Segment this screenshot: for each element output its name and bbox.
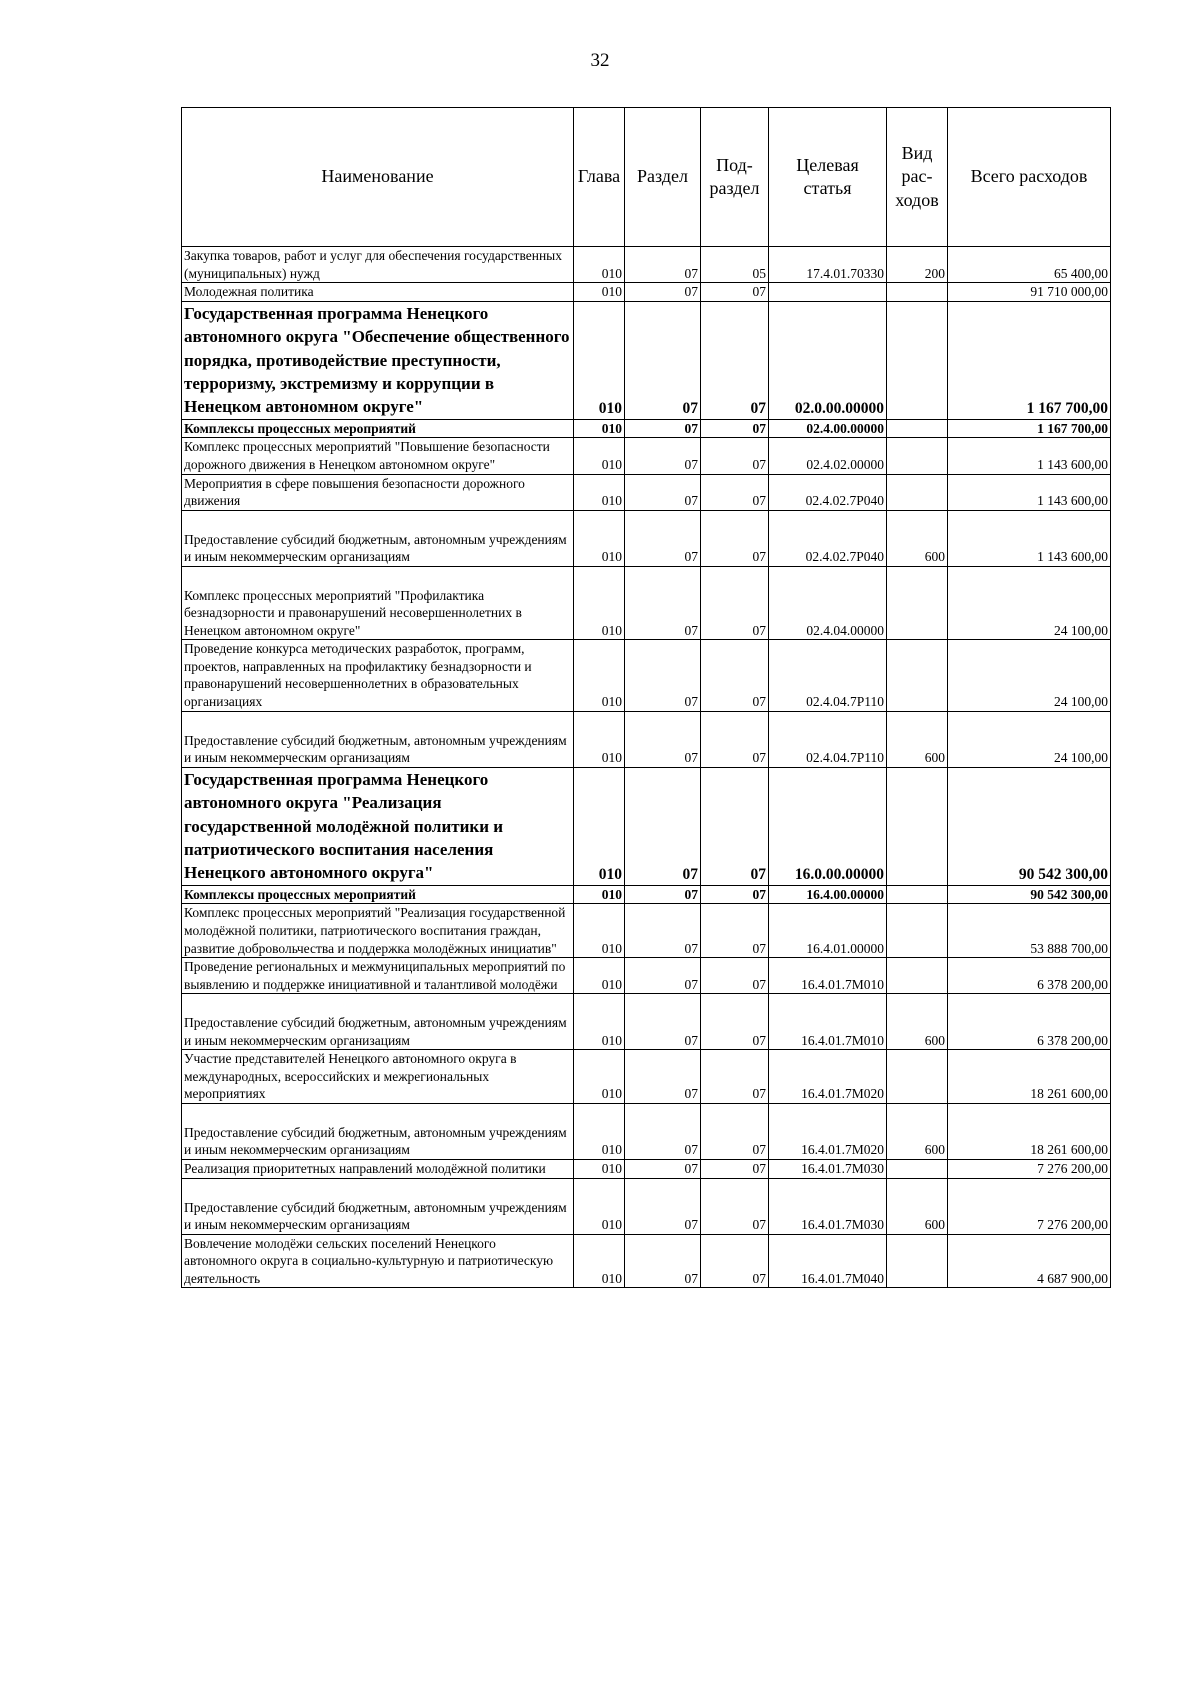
cell-subsection: 07 <box>701 767 769 885</box>
cell-section: 07 <box>625 474 701 510</box>
table-row <box>182 1160 1111 1179</box>
cell-expense-type: 600 <box>887 1103 948 1159</box>
table-row <box>182 904 1111 958</box>
cell-chapter: 010 <box>574 885 625 904</box>
header-total: Всего расходов <box>948 108 1111 247</box>
cell-subsection: 07 <box>701 301 769 419</box>
cell-expense-type <box>887 904 948 958</box>
cell-expense-type: 200 <box>887 247 948 283</box>
header-section: Раздел <box>625 108 701 247</box>
cell-name: Государственная программа Ненецкого автономного округа "Обеспечение общественного порядка, противодействие преступности, терроризму, экстремизму и коррупции в Ненецком автономном округе" <box>182 301 574 419</box>
cell-section: 07 <box>625 1178 701 1234</box>
cell-subsection: 07 <box>701 904 769 958</box>
cell-target-article: 17.4.01.70330 <box>769 247 887 283</box>
table-row <box>182 510 1111 566</box>
cell-total: 18 261 600,00 <box>948 1050 1111 1104</box>
cell-subsection: 07 <box>701 474 769 510</box>
cell-target-article: 02.4.02.7Р040 <box>769 510 887 566</box>
cell-name: Участие представителей Ненецкого автономного округа в международных, всероссийских и межрегиональных мероприятиях <box>182 1050 574 1104</box>
cell-total: 90 542 300,00 <box>948 885 1111 904</box>
table-row <box>182 1234 1111 1288</box>
cell-total: 65 400,00 <box>948 247 1111 283</box>
cell-target-article: 16.4.01.7М030 <box>769 1178 887 1234</box>
cell-subsection: 07 <box>701 958 769 994</box>
cell-chapter: 010 <box>574 904 625 958</box>
cell-subsection: 07 <box>701 438 769 474</box>
cell-subsection: 07 <box>701 711 769 767</box>
cell-total: 6 378 200,00 <box>948 994 1111 1050</box>
table-row <box>182 1178 1111 1234</box>
cell-expense-type: 600 <box>887 510 948 566</box>
table-row <box>182 474 1111 510</box>
header-expense-type: Вид рас-ходов <box>887 108 948 247</box>
cell-total: 6 378 200,00 <box>948 958 1111 994</box>
cell-total: 4 687 900,00 <box>948 1234 1111 1288</box>
cell-name: Комплекс процессных мероприятий "Профилактика безнадзорности и правонарушений несовершеннолетних в Ненецком автономном округе" <box>182 566 574 640</box>
cell-total: 1 143 600,00 <box>948 474 1111 510</box>
cell-chapter: 010 <box>574 1103 625 1159</box>
cell-expense-type <box>887 640 948 711</box>
cell-target-article: 16.4.01.7М030 <box>769 1160 887 1179</box>
cell-section: 07 <box>625 247 701 283</box>
cell-total: 1 167 700,00 <box>948 301 1111 419</box>
cell-chapter: 010 <box>574 283 625 302</box>
header-chapter: Глава <box>574 108 625 247</box>
table-row <box>182 1050 1111 1104</box>
cell-chapter: 010 <box>574 767 625 885</box>
cell-chapter: 010 <box>574 1050 625 1104</box>
cell-subsection: 07 <box>701 1160 769 1179</box>
cell-expense-type <box>887 1234 948 1288</box>
cell-expense-type <box>887 958 948 994</box>
table-row <box>182 885 1111 904</box>
cell-expense-type <box>887 1050 948 1104</box>
budget-table <box>181 107 1111 1288</box>
cell-chapter: 010 <box>574 1160 625 1179</box>
cell-expense-type <box>887 767 948 885</box>
cell-section: 07 <box>625 711 701 767</box>
cell-target-article: 16.4.01.7М010 <box>769 994 887 1050</box>
cell-subsection: 07 <box>701 994 769 1050</box>
cell-name: Комплексы процессных мероприятий <box>182 419 574 438</box>
table-row <box>182 767 1111 885</box>
cell-target-article: 02.4.04.00000 <box>769 566 887 640</box>
table-row <box>182 566 1111 640</box>
table-row <box>182 711 1111 767</box>
table-row <box>182 958 1111 994</box>
cell-subsection: 07 <box>701 640 769 711</box>
cell-subsection: 07 <box>701 1050 769 1104</box>
cell-section: 07 <box>625 904 701 958</box>
cell-total: 1 143 600,00 <box>948 510 1111 566</box>
cell-section: 07 <box>625 885 701 904</box>
cell-expense-type <box>887 283 948 302</box>
cell-subsection: 07 <box>701 510 769 566</box>
cell-section: 07 <box>625 994 701 1050</box>
cell-chapter: 010 <box>574 958 625 994</box>
header-name: Наименование <box>182 108 574 247</box>
cell-name: Предоставление субсидий бюджетным, автономным учреждениям и иным некоммерческим организациям <box>182 1178 574 1234</box>
cell-section: 07 <box>625 510 701 566</box>
table-row <box>182 640 1111 711</box>
cell-name: Комплексы процессных мероприятий <box>182 885 574 904</box>
cell-subsection: 07 <box>701 419 769 438</box>
cell-name: Предоставление субсидий бюджетным, автономным учреждениям и иным некоммерческим организациям <box>182 711 574 767</box>
cell-chapter: 010 <box>574 301 625 419</box>
cell-subsection: 07 <box>701 885 769 904</box>
cell-expense-type <box>887 301 948 419</box>
cell-chapter: 010 <box>574 247 625 283</box>
table-row <box>182 419 1111 438</box>
cell-target-article: 16.4.01.7М040 <box>769 1234 887 1288</box>
cell-target-article: 02.4.02.7Р040 <box>769 474 887 510</box>
cell-name: Предоставление субсидий бюджетным, автономным учреждениям и иным некоммерческим организациям <box>182 510 574 566</box>
cell-target-article: 16.4.01.7М020 <box>769 1103 887 1159</box>
cell-target-article: 02.0.00.00000 <box>769 301 887 419</box>
table-body <box>182 247 1111 1288</box>
cell-section: 07 <box>625 1160 701 1179</box>
cell-expense-type <box>887 1160 948 1179</box>
cell-section: 07 <box>625 566 701 640</box>
cell-target-article: 16.0.00.00000 <box>769 767 887 885</box>
cell-chapter: 010 <box>574 510 625 566</box>
cell-name: Вовлечение молодёжи сельских поселений Ненецкого автономного округа в социально-культурную и патриотическую деятельность <box>182 1234 574 1288</box>
cell-chapter: 010 <box>574 994 625 1050</box>
table-header-row <box>182 108 1111 247</box>
cell-name: Проведение конкурса методических разработок, программ, проектов, направленных на профилактику безнадзорности и правонарушений несовершеннолетних в образовательных организациях <box>182 640 574 711</box>
cell-name: Предоставление субсидий бюджетным, автономным учреждениям и иным некоммерческим организациям <box>182 994 574 1050</box>
cell-expense-type: 600 <box>887 711 948 767</box>
cell-subsection: 05 <box>701 247 769 283</box>
cell-chapter: 010 <box>574 1178 625 1234</box>
cell-chapter: 010 <box>574 474 625 510</box>
cell-section: 07 <box>625 283 701 302</box>
header-target-article: Целевая статья <box>769 108 887 247</box>
cell-total: 24 100,00 <box>948 566 1111 640</box>
cell-expense-type <box>887 438 948 474</box>
cell-total: 91 710 000,00 <box>948 283 1111 302</box>
cell-name: Комплекс процессных мероприятий "Повышение безопасности дорожного движения в Ненецком автономном округе" <box>182 438 574 474</box>
cell-total: 7 276 200,00 <box>948 1178 1111 1234</box>
cell-subsection: 07 <box>701 1178 769 1234</box>
cell-total: 53 888 700,00 <box>948 904 1111 958</box>
cell-target-article <box>769 283 887 302</box>
cell-expense-type <box>887 474 948 510</box>
cell-section: 07 <box>625 301 701 419</box>
cell-target-article: 02.4.04.7Р110 <box>769 640 887 711</box>
header-subsection: Под-раздел <box>701 108 769 247</box>
cell-name: Молодежная политика <box>182 283 574 302</box>
table-row <box>182 994 1111 1050</box>
cell-expense-type: 600 <box>887 1178 948 1234</box>
cell-chapter: 010 <box>574 438 625 474</box>
cell-chapter: 010 <box>574 640 625 711</box>
cell-name: Реализация приоритетных направлений молодёжной политики <box>182 1160 574 1179</box>
page-number: 32 <box>590 50 610 71</box>
cell-subsection: 07 <box>701 1103 769 1159</box>
table-row <box>182 1103 1111 1159</box>
cell-expense-type <box>887 566 948 640</box>
cell-chapter: 010 <box>574 566 625 640</box>
cell-target-article: 02.4.04.7Р110 <box>769 711 887 767</box>
table-row <box>182 301 1111 419</box>
table-row <box>182 438 1111 474</box>
cell-subsection: 07 <box>701 1234 769 1288</box>
table-row <box>182 283 1111 302</box>
cell-section: 07 <box>625 640 701 711</box>
cell-target-article: 02.4.00.00000 <box>769 419 887 438</box>
cell-total: 90 542 300,00 <box>948 767 1111 885</box>
cell-target-article: 16.4.01.00000 <box>769 904 887 958</box>
cell-name: Мероприятия в сфере повышения безопасности дорожного движения <box>182 474 574 510</box>
cell-total: 24 100,00 <box>948 711 1111 767</box>
cell-target-article: 16.4.01.7М020 <box>769 1050 887 1104</box>
table-row <box>182 247 1111 283</box>
cell-chapter: 010 <box>574 711 625 767</box>
cell-name: Проведение региональных и межмуниципальных мероприятий по выявлению и поддержке инициативной и талантливой молодёжи <box>182 958 574 994</box>
cell-target-article: 16.4.01.7М010 <box>769 958 887 994</box>
cell-section: 07 <box>625 1103 701 1159</box>
cell-total: 18 261 600,00 <box>948 1103 1111 1159</box>
cell-subsection: 07 <box>701 283 769 302</box>
cell-total: 7 276 200,00 <box>948 1160 1111 1179</box>
cell-name: Предоставление субсидий бюджетным, автономным учреждениям и иным некоммерческим организациям <box>182 1103 574 1159</box>
cell-section: 07 <box>625 767 701 885</box>
cell-subsection: 07 <box>701 566 769 640</box>
cell-name: Комплекс процессных мероприятий "Реализация государственной молодёжной политики, патриотического воспитания граждан, развитие добровольчества и поддержка молодёжных инициатив" <box>182 904 574 958</box>
cell-name: Закупка товаров, работ и услуг для обеспечения государственных (муниципальных) нужд <box>182 247 574 283</box>
cell-total: 1 167 700,00 <box>948 419 1111 438</box>
cell-target-article: 02.4.02.00000 <box>769 438 887 474</box>
cell-expense-type: 600 <box>887 994 948 1050</box>
cell-name: Государственная программа Ненецкого автономного округа "Реализация государственной молодёжной политики и патриотического воспитания населения Ненецкого автономного округа" <box>182 767 574 885</box>
cell-total: 24 100,00 <box>948 640 1111 711</box>
cell-section: 07 <box>625 419 701 438</box>
cell-section: 07 <box>625 438 701 474</box>
cell-expense-type <box>887 419 948 438</box>
cell-target-article: 16.4.00.00000 <box>769 885 887 904</box>
cell-section: 07 <box>625 1050 701 1104</box>
cell-expense-type <box>887 885 948 904</box>
cell-chapter: 010 <box>574 419 625 438</box>
cell-section: 07 <box>625 1234 701 1288</box>
cell-chapter: 010 <box>574 1234 625 1288</box>
cell-section: 07 <box>625 958 701 994</box>
cell-total: 1 143 600,00 <box>948 438 1111 474</box>
